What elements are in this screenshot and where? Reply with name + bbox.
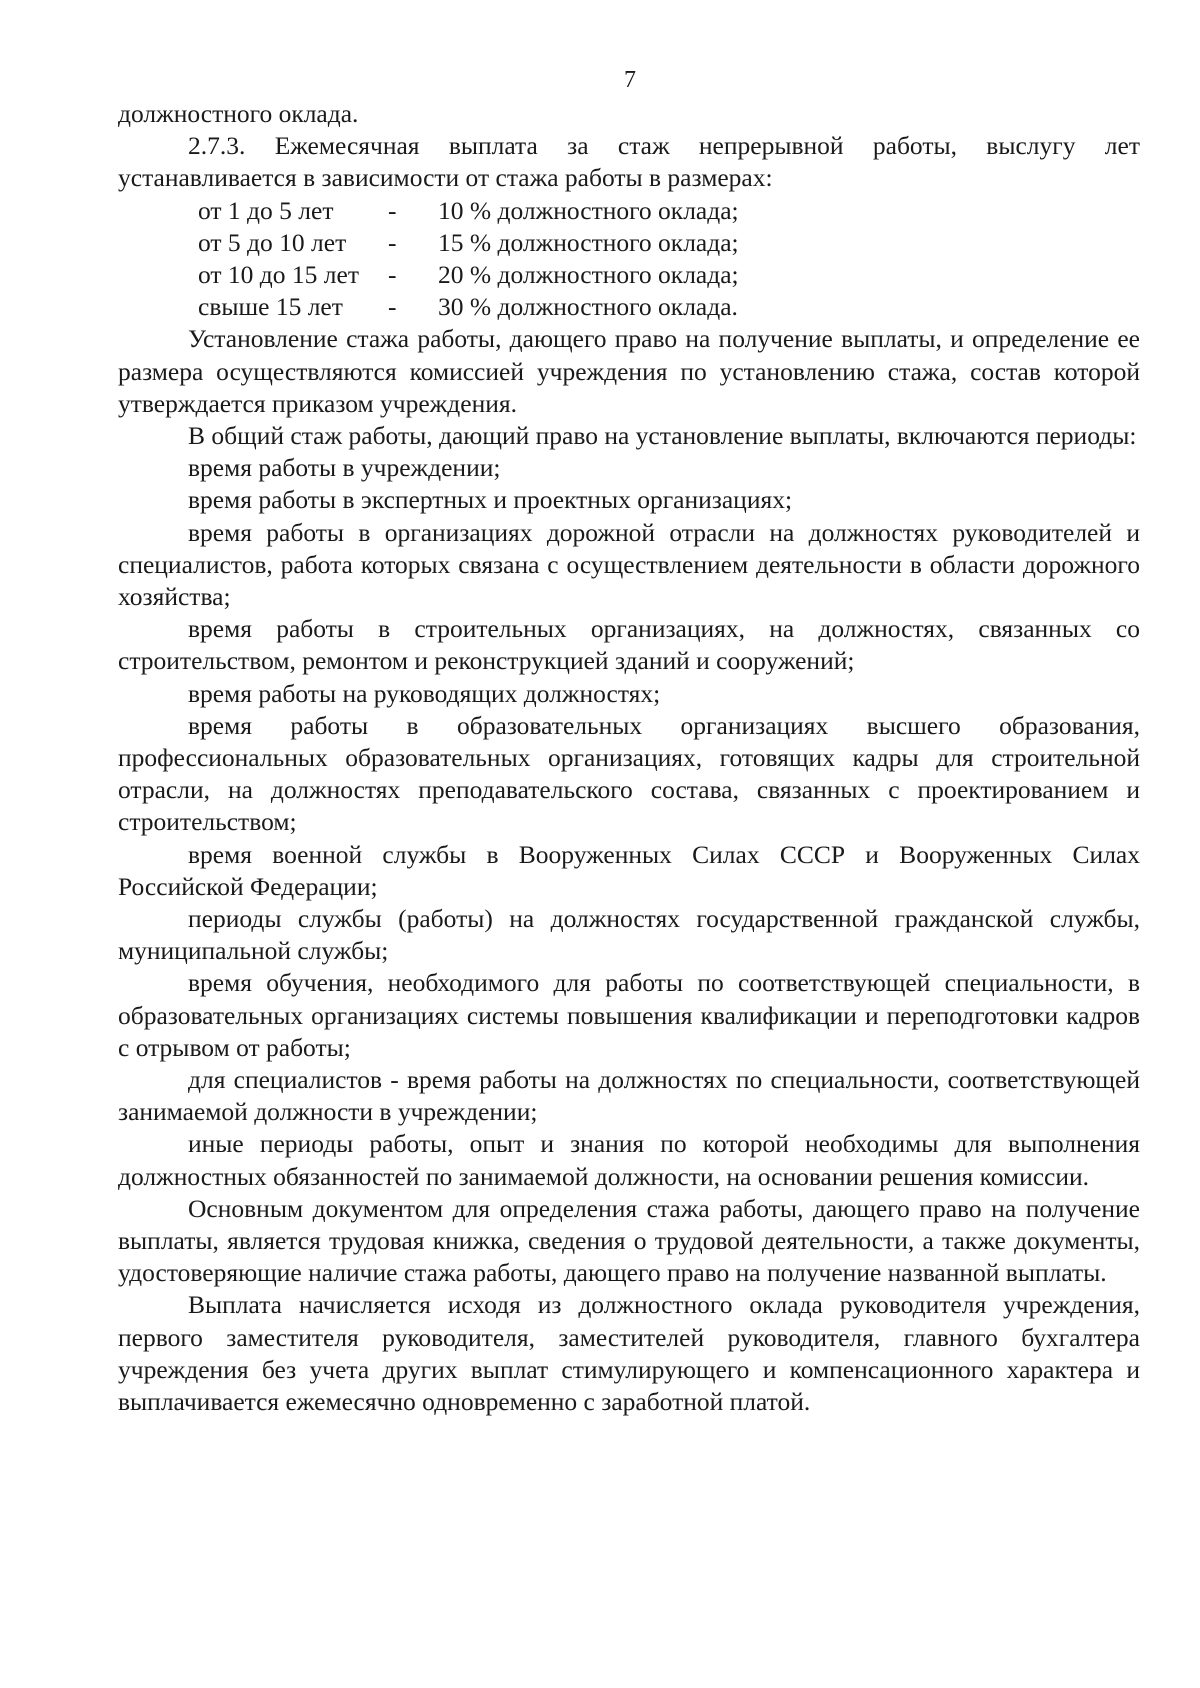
schedule-dash: - <box>388 259 397 289</box>
period-item: иные периоды работы, опыт и знания по которой необходимы для выполнения должностных обязанностей по занимаемой должности, на основании решения комиссии. <box>118 1129 1140 1191</box>
schedule-range: от 10 до 15 лет <box>198 259 359 289</box>
schedule-dash: - <box>388 292 397 322</box>
period-item: время работы в учреждении; <box>188 453 501 483</box>
paragraph: Основным документом для определения стажа работы, дающего право на получение выплаты, является трудовая книжка, сведения о трудовой деятельности, а также документы, удостоверяющие наличие стажа работы, дающего право на получение названной выплаты. <box>118 1193 1140 1288</box>
page-number: 7 <box>624 67 636 93</box>
period-item: время обучения, необходимого для работы по соответствующей специальности, в образовательных организациях системы повышения квалификации и переподготовки кадров с отрывом от работы; <box>118 968 1140 1062</box>
paragraph-continuation: должностного оклада. <box>118 99 359 128</box>
period-item: периоды службы (работы) на должностях государственной гражданской службы, муниципальной службы; <box>118 904 1140 966</box>
schedule-row <box>198 259 1140 291</box>
schedule-range: свыше 15 лет <box>198 292 343 322</box>
document-body <box>118 98 1140 1418</box>
schedule-percent: 30 % должностного оклада. <box>438 292 738 322</box>
paragraph: Выплата начисляется исходя из должностного оклада руководителя учреждения, первого заместителя руководителя, заместителей руководителя, главного бухгалтера учреждения без учета других выплат стимулирующего и компенсационного характера и выплачивается ежемесячно одновременно с заработной платой. <box>118 1290 1140 1417</box>
paragraph-clause-2-7-3: 2.7.3. Ежемесячная выплата за стаж непрерывной работы, выслугу лет устанавливается в зависимости от стажа работы в размерах: <box>118 131 1140 193</box>
period-item: время военной службы в Вооруженных Силах СССР и Вооруженных Силах Российской Федерации; <box>118 839 1140 901</box>
paragraph: Установление стажа работы, дающего право на получение выплаты, и определение ее размера осуществляются комиссией учреждения по установлению стажа, состав которой утверждается приказом учреждения. <box>118 324 1140 418</box>
schedule-percent: 15 % должностного оклада; <box>438 227 739 257</box>
period-item: время работы в образовательных организациях высшего образования, профессиональных образовательных организациях, готовящих кадры для строительной отрасли, на должностях преподавательского состава, связанных с проектированием и строительством; <box>118 710 1140 837</box>
period-item: время работы в экспертных и проектных организациях; <box>188 485 793 515</box>
paragraph: В общий стаж работы, дающий право на установление выплаты, включаются периоды: <box>188 420 1137 450</box>
schedule-range: от 1 до 5 лет <box>198 195 334 225</box>
seniority-schedule <box>118 195 1140 324</box>
schedule-dash: - <box>388 195 397 225</box>
schedule-percent: 10 % должностного оклада; <box>438 195 739 225</box>
period-item: время работы в строительных организациях, на должностях, связанных со строительством, ремонтом и реконструкцией зданий и сооружений; <box>118 614 1140 676</box>
period-item: время работы в организациях дорожной отрасли на должностях руководителей и специалистов, работа которых связана с осуществлением деятельности в области дорожного хозяйства; <box>118 517 1140 611</box>
schedule-dash: - <box>388 227 397 257</box>
schedule-range: от 5 до 10 лет <box>198 227 347 257</box>
schedule-row <box>198 291 1140 323</box>
schedule-row <box>198 195 1140 227</box>
schedule-percent: 20 % должностного оклада; <box>438 259 739 289</box>
period-item: для специалистов - время работы на должностях по специальности, соответствующей занимаемой должности в учреждении; <box>118 1065 1140 1127</box>
schedule-row <box>198 227 1140 259</box>
period-item: время работы на руководящих должностях; <box>188 678 661 708</box>
